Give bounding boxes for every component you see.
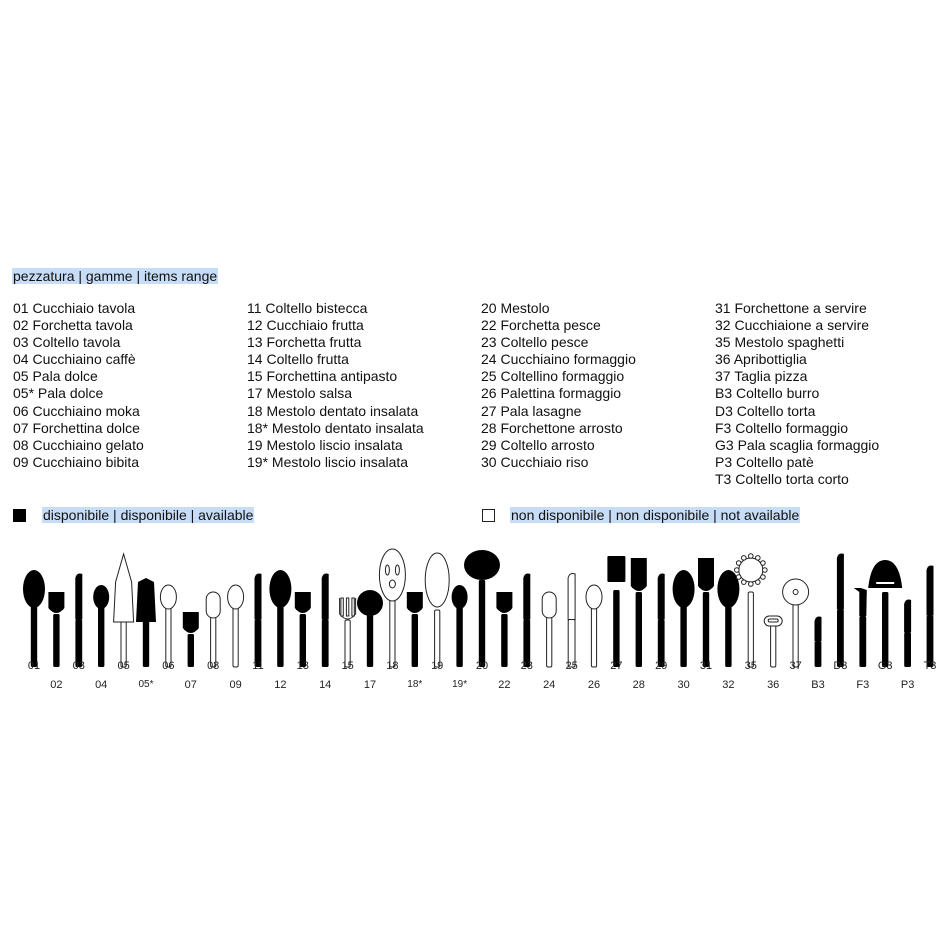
utensil-code-label: 06 (162, 660, 175, 672)
utensil-36 (764, 616, 782, 667)
utensil-t3 (927, 566, 934, 668)
utensil-code-label: T3 (923, 660, 937, 672)
utensil-code-label: 22 (498, 679, 511, 691)
utensil-code-label: 13 (296, 660, 309, 672)
item-08: 08 Cucchiaino gelato (13, 436, 144, 453)
utensil-22 (496, 592, 512, 667)
item-30: 30 Cucchiaio riso (481, 453, 589, 470)
item-25: 25 Coltellino formaggio (481, 368, 625, 385)
utensil-29 (658, 574, 665, 668)
item-19: 19 Mestolo liscio insalata (247, 436, 403, 453)
item-05: 05 Pala dolce (13, 368, 98, 385)
utensil-04 (93, 585, 109, 667)
utensil-23 (523, 574, 530, 668)
utensil-code-label: 32 (722, 679, 735, 691)
utensil-silhouettes (0, 540, 950, 700)
utensil-02 (48, 592, 64, 667)
item-12: 12 Cucchiaio frutta (247, 317, 364, 334)
item-t3: T3 Coltello torta corto (715, 470, 849, 487)
utensil-15 (340, 598, 356, 667)
utensil-28 (631, 558, 647, 667)
utensil-20 (464, 550, 500, 667)
utensil-code-label: 11 (252, 660, 264, 672)
utensil-code-label: 03 (72, 660, 85, 672)
utensil-code-label: 35 (744, 660, 757, 672)
unavailable-swatch (482, 509, 495, 522)
utensil-01 (23, 570, 45, 667)
utensil-code-label: 14 (319, 679, 332, 691)
utensil-19 (425, 553, 449, 667)
utensil-code-label: 24 (543, 679, 556, 691)
utensil-code-label: 25 (565, 660, 578, 672)
utensil-code-label: 26 (587, 679, 601, 691)
utensil-code-label: 36 (767, 679, 780, 691)
utensil-24 (542, 592, 556, 667)
utensil-b3 (815, 617, 822, 668)
item-18-star: 18* Mestolo dentato insalata (247, 419, 424, 436)
utensil-d3 (837, 554, 844, 668)
utensil-08 (206, 592, 220, 667)
utensil-code-label: F3 (856, 679, 870, 691)
utensil-27 (607, 556, 625, 667)
item-32: 32 Cucchiaione a servire (715, 317, 870, 334)
utensil-code-label: 17 (363, 679, 377, 691)
utensil-31 (698, 558, 714, 667)
item-03: 03 Coltello tavola (13, 334, 121, 351)
utensil-06 (160, 585, 176, 667)
utensil-code-label: 18 (386, 660, 399, 672)
item-27: 27 Pala lasagne (481, 402, 582, 419)
legend-unavailable: non disponibile | non disponibile | not available (511, 507, 800, 523)
utensil-code-label: 15 (341, 660, 354, 672)
utensil-19-star (452, 585, 468, 667)
utensil-code-label: B3 (811, 679, 825, 691)
utensil-code-label: 28 (632, 679, 645, 691)
item-14: 14 Coltello frutta (247, 351, 349, 368)
utensil-26 (586, 585, 602, 667)
utensil-code-label: 19* (452, 679, 468, 690)
utensil-13 (295, 592, 311, 667)
utensil-code-label: 12 (274, 679, 287, 691)
item-11: 11 Coltello bistecca (247, 300, 368, 316)
item-07: 07 Forchettina dolce (13, 419, 140, 436)
item-b3: B3 Coltello burro (715, 385, 820, 402)
utensil-code-label: D3 (833, 660, 848, 672)
utensil-code-label: 04 (95, 679, 108, 691)
utensil-code-label: 29 (655, 660, 668, 672)
utensil-12 (269, 570, 291, 667)
utensil-05-star (136, 578, 156, 667)
item-15: 15 Forchettina antipasto (247, 368, 398, 385)
available-swatch (13, 509, 26, 522)
utensil-35 (735, 554, 768, 667)
item-13: 13 Forchetta frutta (247, 334, 362, 351)
utensil-code-label: P3 (900, 679, 915, 691)
item-17: 17 Mestolo salsa (247, 385, 353, 402)
utensil-code-label: 23 (520, 660, 533, 672)
item-28: 28 Forchettone arrosto (481, 419, 623, 436)
utensil-05 (114, 554, 134, 667)
items-column-2 (247, 300, 424, 471)
item-18: 18 Mestolo dentato insalata (247, 402, 419, 419)
item-09: 09 Cucchiaino bibita (13, 453, 140, 470)
utensil-37 (783, 579, 809, 667)
item-24: 24 Cucchiaino formaggio (481, 351, 636, 368)
item-f3: F3 Coltello formaggio (715, 419, 849, 436)
utensil-09 (228, 585, 244, 667)
item-31: 31 Forchettone a servire (715, 300, 867, 316)
range-heading: pezzatura | gamme | items range (13, 268, 218, 284)
item-37: 37 Taglia pizza (715, 368, 808, 385)
utensil-code-label: 08 (207, 660, 220, 672)
item-d3: D3 Coltello torta (715, 402, 816, 419)
utensil-11 (255, 574, 262, 668)
utensil-code-label: 05* (138, 679, 154, 690)
item-06: 06 Cucchiaino moka (13, 402, 140, 419)
utensil-30 (673, 570, 695, 667)
utensil-code-label: 01 (27, 660, 41, 672)
item-p3: P3 Coltello patè (715, 453, 814, 470)
legend-available: disponibile | disponibile | available (43, 507, 254, 523)
utensil-17 (357, 590, 383, 667)
items-column-4 (715, 300, 879, 488)
utensil-code-label: 30 (677, 679, 690, 691)
utensil-code-label: 19 (431, 660, 444, 672)
utensil-code-label: 05 (117, 660, 130, 672)
item-29: 29 Coltello arrosto (481, 436, 595, 453)
utensil-14 (322, 574, 329, 668)
utensil-g3 (868, 560, 902, 667)
item-02: 02 Forchetta tavola (13, 317, 133, 334)
utensil-code-label: G3 (877, 660, 893, 672)
utensil-03 (75, 574, 82, 668)
utensil-code-label: 20 (475, 660, 489, 672)
item-23: 23 Coltello pesce (481, 334, 589, 351)
item-36: 36 Apribottiglia (715, 351, 807, 368)
utensil-f3 (854, 588, 867, 667)
utensil-32 (717, 570, 739, 667)
utensil-code-label: 07 (184, 679, 197, 691)
utensil-code-label: 37 (789, 660, 802, 672)
item-g3: G3 Pala scaglia formaggio (715, 436, 880, 453)
item-22: 22 Forchetta pesce (481, 317, 601, 334)
item-04: 04 Cucchiaino caffè (13, 351, 136, 368)
item-01: 01 Cucchiaio tavola (13, 300, 136, 316)
utensil-code-label: 31 (699, 660, 713, 672)
item-20: 20 Mestolo (481, 300, 550, 316)
utensil-code-label: 02 (50, 679, 63, 691)
items-column-3 (481, 300, 636, 471)
utensil-code-label: 09 (229, 679, 242, 691)
utensil-25 (568, 574, 575, 668)
item-05-star: 05* Pala dolce (13, 385, 104, 402)
utensil-07 (183, 612, 199, 667)
utensil-p3 (904, 600, 911, 668)
item-35: 35 Mestolo spaghetti (715, 334, 845, 351)
utensil-18-star (407, 592, 423, 667)
utensil-code-label: 18* (407, 679, 423, 690)
item-19-star: 19* Mestolo liscio insalata (247, 453, 409, 470)
item-26: 26 Palettina formaggio (481, 385, 622, 402)
utensil-code-label: 27 (610, 660, 623, 672)
items-column-1 (13, 300, 144, 471)
utensil-18 (379, 549, 405, 667)
